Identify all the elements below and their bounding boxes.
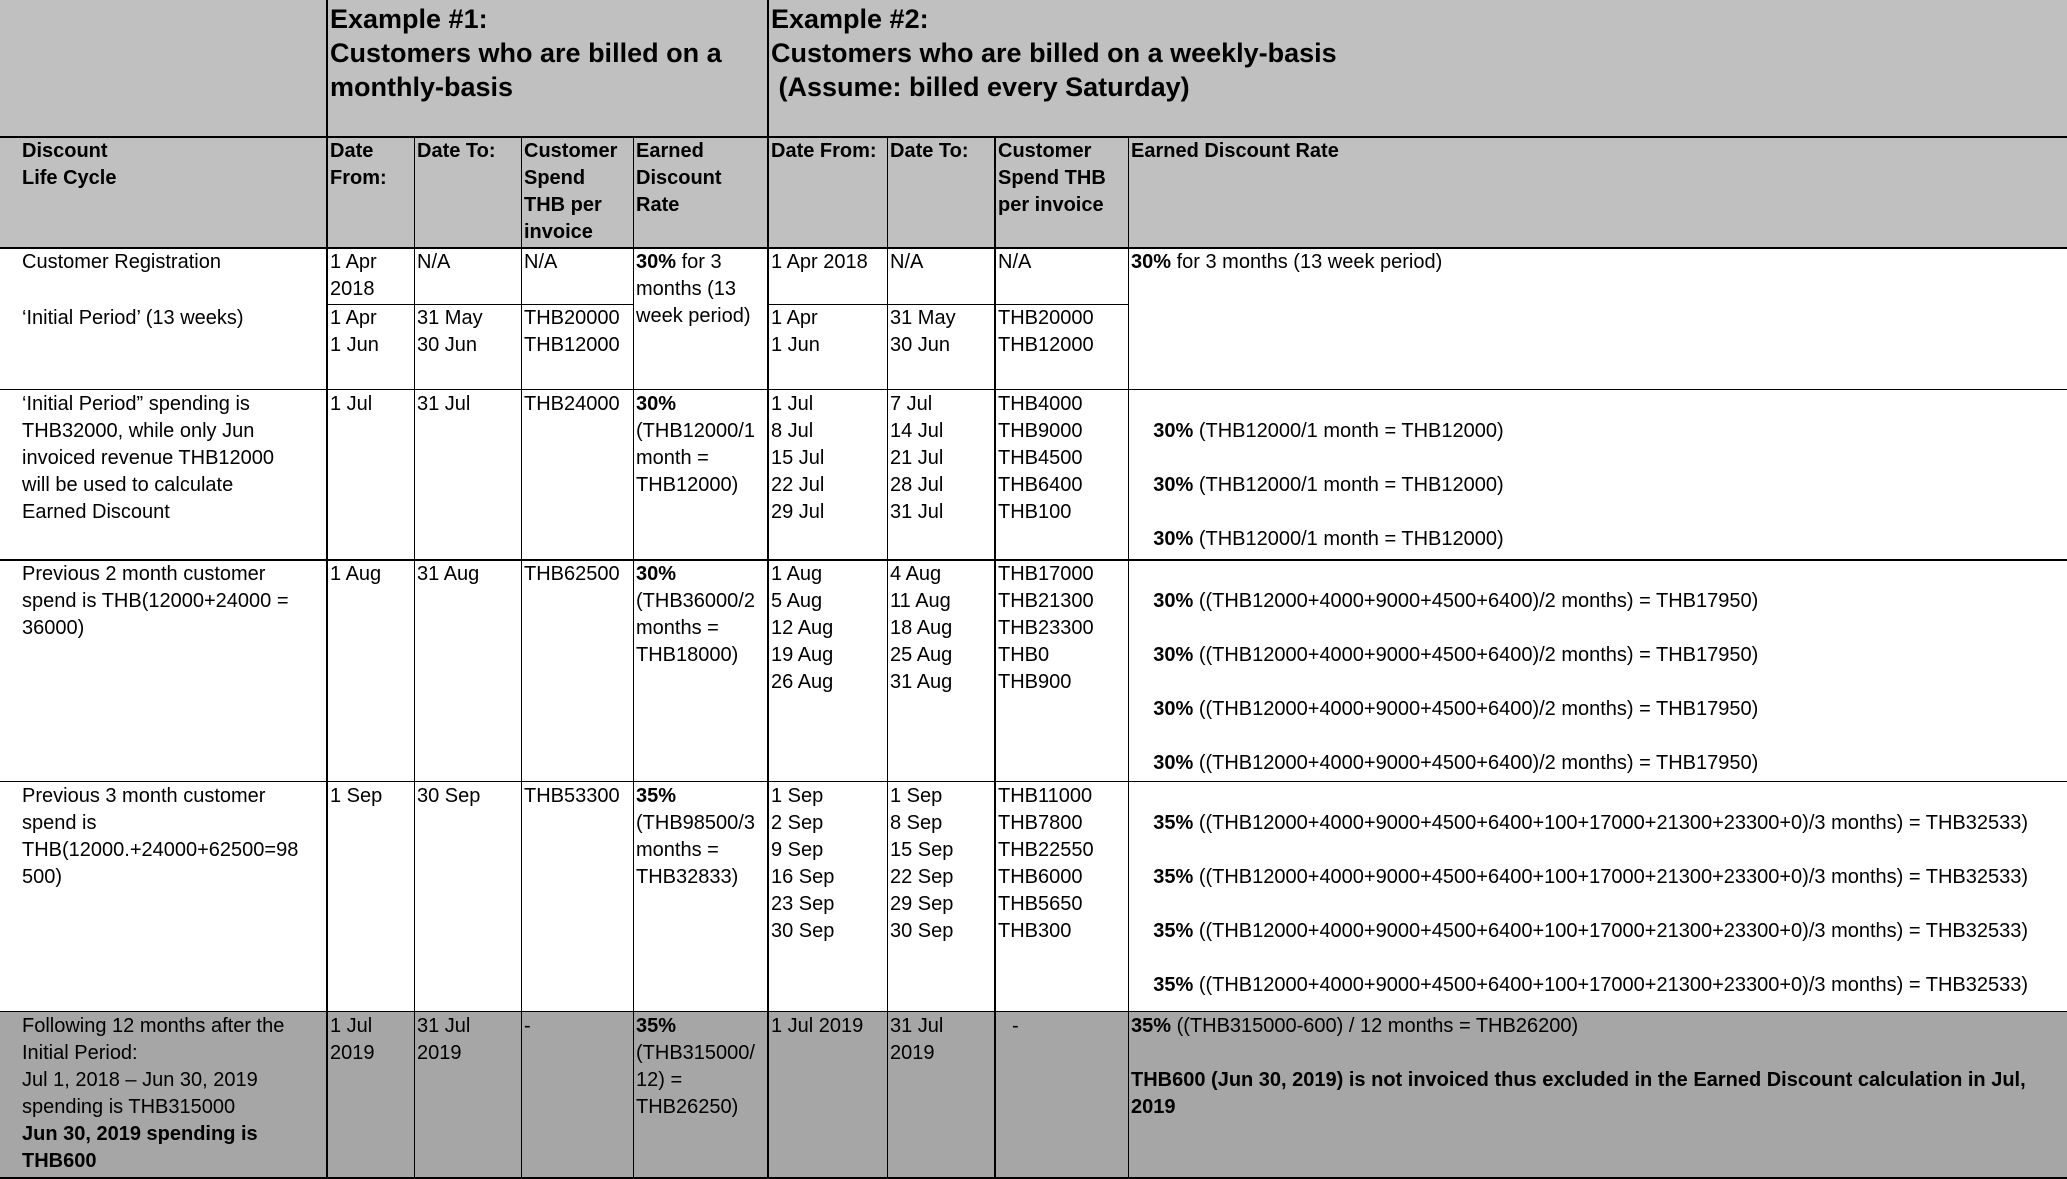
ex2-september-rate: 35% ((THB12000+4000+9000+4500+6400+100+17000+21300+23300+0)/3 months) = THB32533) 35% ((THB12000+4000+9000+4500+6400+100+17000+21300+23300+0)/3 months) = THB32533) 35% ((THB12000+4000+9000+4500+6400+100+17000+21300+23300+0)/3 months) = THB32533) 35% ((THB12000+4000+9000+4500+6400+100+17000+21300+23300+0)/3 months) = THB32533) — [1153, 812, 2029, 996]
col-header-ex2-rate: Earned Discount Rate — [1131, 140, 1339, 162]
ex2-july-rate: 30% (THB12000/1 month = THB12000) 30% (THB12000/1 month = THB12000) 30% (THB12000/1 month = THB12000) — [1153, 420, 1504, 550]
col-header-ex1-rate: Earned Discount Rate — [636, 140, 722, 216]
ex1-august-spend: THB62500 — [524, 563, 620, 585]
ex1-registration-from: 1 Apr 2018 — [330, 251, 377, 300]
ex2-following-spend: - — [1012, 1015, 1019, 1037]
ex2-september-to: 1 Sep 8 Sep 15 Sep 22 Sep 29 Sep 30 Sep — [890, 785, 954, 942]
col-header-ex2-spend: Customer Spend THB per invoice — [998, 140, 1106, 216]
ex2-following-to: 31 Jul 2019 — [890, 1015, 944, 1064]
col-header-ex1-date-from: Date From: — [330, 140, 387, 189]
ex1-july-rate: 30% (THB12000/1 month = THB12000) — [636, 393, 755, 496]
ex2-august-spend: THB17000 THB21300 THB23300 THB0 THB900 — [998, 563, 1094, 693]
ex2-registration-rate: 30% for 3 months (13 week period) — [1131, 251, 1443, 273]
lifecycle-initial-period: ‘Initial Period’ (13 weeks) — [22, 307, 244, 329]
ex2-initial-from: 1 Apr 1 Jun — [771, 307, 820, 356]
ex2-registration-to: N/A — [890, 251, 924, 273]
ex2-following-from: 1 Jul 2019 — [771, 1015, 864, 1037]
ex1-july-spend: THB24000 — [524, 393, 620, 415]
ex1-initial-from: 1 Apr 1 Jun — [330, 307, 379, 356]
ex2-august-to: 4 Aug 11 Aug 18 Aug 25 Aug 31 Aug — [890, 563, 953, 693]
lifecycle-august: Previous 2 month customer spend is THB(12000+24000 = 36000) — [22, 563, 289, 639]
ex2-august-rate: 30% ((THB12000+4000+9000+4500+6400)/2 months) = THB17950) 30% ((THB12000+4000+9000+4500+6400)/2 months) = THB17950) 30% ((THB12000+4000+9000+4500+6400)/2 months) = THB17950) 30% ((THB12000+4000+9000+4500+6400)/2 months) = THB17950) — [1153, 590, 1759, 774]
ex2-september-from: 1 Sep 2 Sep 9 Sep 16 Sep 23 Sep 30 Sep — [771, 785, 835, 942]
ex1-september-spend: THB53300 — [524, 785, 620, 807]
ex1-september-to: 30 Sep — [417, 785, 481, 807]
ex1-august-from: 1 Aug — [330, 563, 382, 585]
ex2-initial-to: 31 May 30 Jun — [890, 307, 956, 356]
lifecycle-registration: Customer Registration — [22, 251, 221, 273]
lifecycle-july: ‘Initial Period” spending is THB32000, while only Jun invoiced revenue THB12000 will be used to calculate Earned Discount — [22, 393, 275, 523]
ex1-august-rate: 30% (THB36000/2 months = THB18000) — [636, 563, 755, 666]
col-header-ex1-date-to: Date To: — [417, 140, 496, 162]
col-header-ex2-date-to: Date To: — [890, 140, 969, 162]
col-header-ex1-spend: Customer Spend THB per invoice — [524, 140, 618, 243]
ex2-july-spend: THB4000 THB9000 THB4500 THB6400 THB100 — [998, 393, 1083, 523]
ex1-september-rate: 35% (THB98500/3 months = THB32833) — [636, 785, 755, 888]
rule — [0, 781, 2067, 782]
col-header-ex2-date-from: Date From: — [771, 140, 877, 162]
rule — [0, 1011, 2067, 1012]
ex1-september-from: 1 Sep — [330, 785, 383, 807]
rule — [0, 389, 2067, 390]
ex1-registration-spend: N/A — [524, 251, 558, 273]
ex1-registration-rate: 30% for 3 months (13 week period) — [636, 251, 751, 327]
ex2-registration-spend: N/A — [998, 251, 1032, 273]
col-header-lifecycle: Discount Life Cycle — [22, 140, 117, 189]
ex2-initial-spend: THB20000 THB12000 — [998, 307, 1094, 356]
example-2-title: Example #2: Customers who are billed on a weekly-basis (Assume: billed every Saturday) — [771, 4, 1337, 102]
ex2-registration-from: 1 Apr 2018 — [771, 251, 868, 273]
ex1-july-to: 31 Jul — [417, 393, 471, 415]
ex2-following-rate: 35% ((THB315000-600) / 12 months = THB26200) THB600 (Jun 30, 2019) is not invoiced thus excluded in the Earned Discount calculation in Jul, 2019 — [1131, 1015, 2026, 1118]
lifecycle-september: Previous 3 month customer spend is THB(12000.+24000+62500=98 500) — [22, 785, 299, 888]
ex1-registration-to: N/A — [417, 251, 451, 273]
ex1-following-rate: 35% (THB315000/ 12) = THB26250) — [636, 1015, 755, 1118]
ex1-following-spend: - — [524, 1015, 531, 1037]
ex1-following-to: 31 Jul 2019 — [417, 1015, 471, 1064]
ex1-following-from: 1 Jul 2019 — [330, 1015, 375, 1064]
ex2-september-spend: THB11000 THB7800 THB22550 THB6000 THB5650 THB300 — [998, 785, 1094, 942]
ex2-july-from: 1 Jul 8 Jul 15 Jul 22 Jul 29 Jul — [771, 393, 825, 523]
ex1-initial-to: 31 May 30 Jun — [417, 307, 483, 356]
ex1-july-from: 1 Jul — [330, 393, 373, 415]
ex2-july-to: 7 Jul 14 Jul 21 Jul 28 Jul 31 Jul — [890, 393, 944, 523]
ex1-initial-spend: THB20000 THB12000 — [524, 307, 620, 356]
ex1-august-to: 31 Aug — [417, 563, 480, 585]
example-1-title: Example #1: Customers who are billed on a monthly-basis — [330, 4, 722, 102]
ex2-august-from: 1 Aug 5 Aug 12 Aug 19 Aug 26 Aug — [771, 563, 834, 693]
lifecycle-following-12-months: Following 12 months after the Initial Period: Jul 1, 2018 – Jun 30, 2019 spending is THB315000 Jun 30, 2019 spending is THB600 — [22, 1015, 285, 1172]
